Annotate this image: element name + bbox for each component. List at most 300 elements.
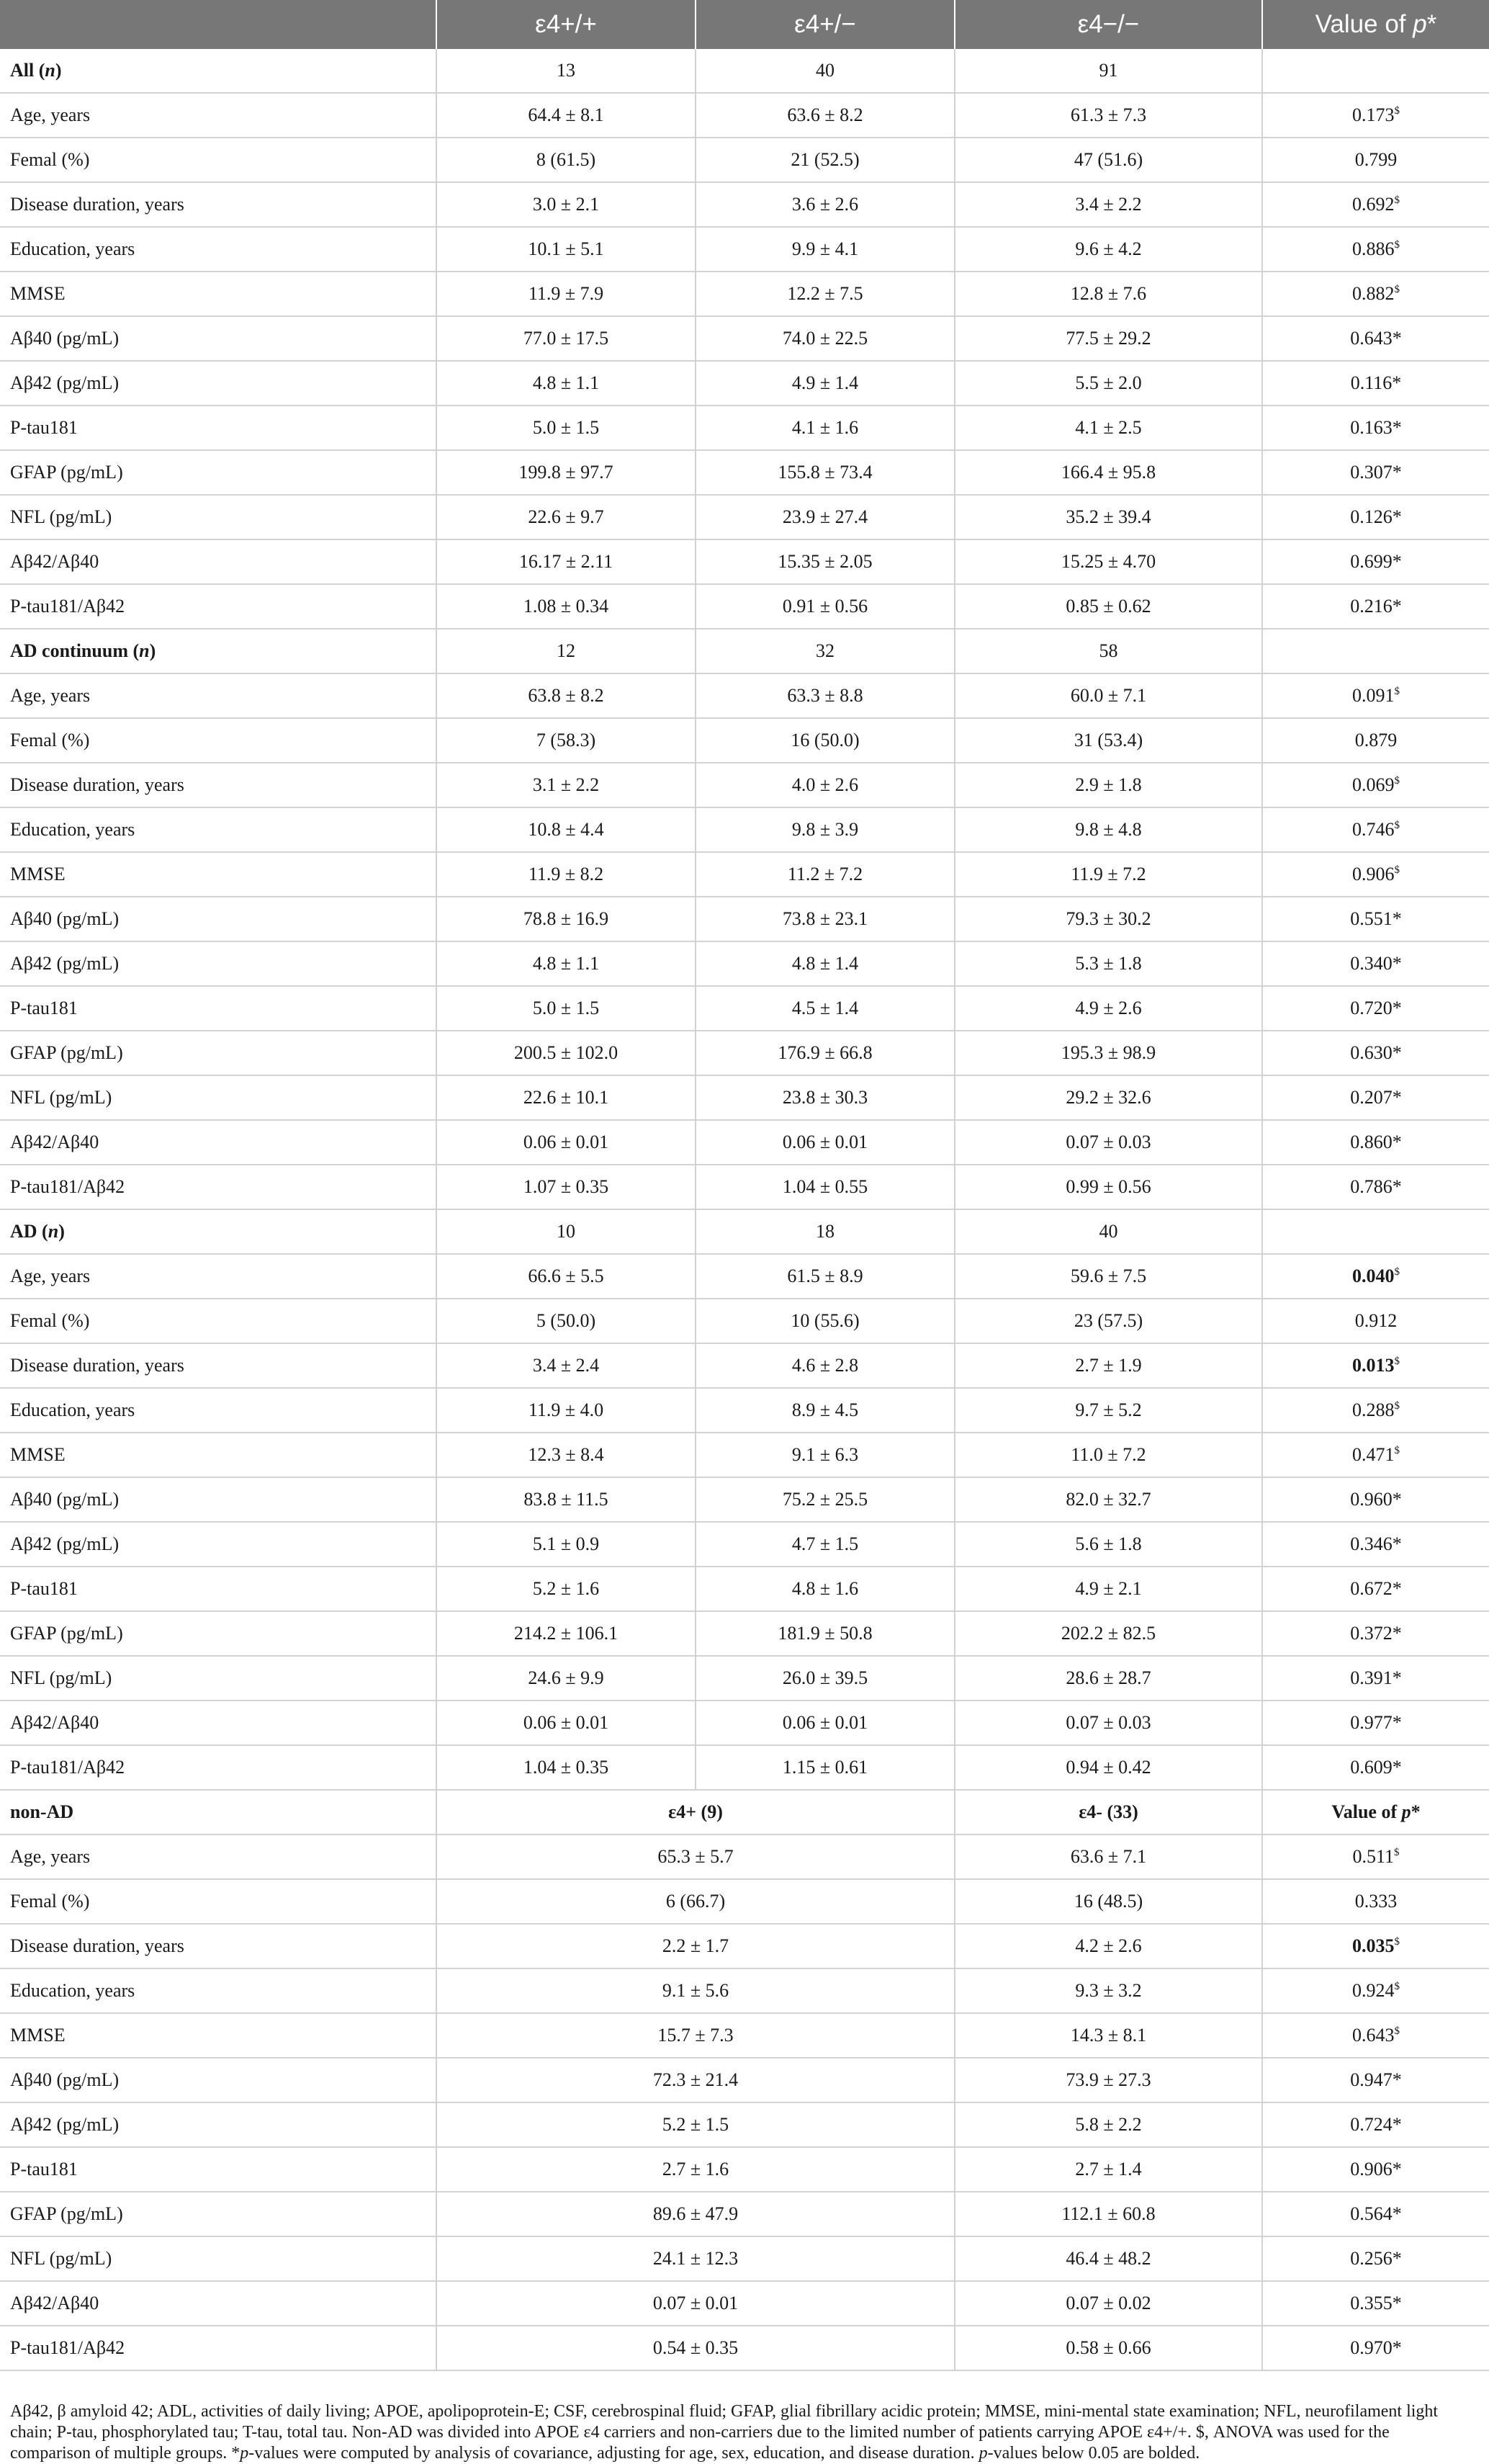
p-value: 0.564* — [1350, 2203, 1402, 2224]
value-e4-noncarrier: 2.7 ± 1.4 — [955, 2147, 1262, 2192]
p-value: 0.860* — [1350, 1132, 1402, 1152]
value-e4-noncarrier: 9.3 ± 3.2 — [955, 1968, 1262, 2013]
group-count: 40 — [955, 1209, 1262, 1254]
value-e4-heterozygous: 23.8 ± 30.3 — [696, 1075, 955, 1120]
anova-mark: $ — [1394, 1847, 1400, 1858]
value-e4-noncarrier: 46.4 ± 48.2 — [955, 2236, 1262, 2281]
row-label: MMSE — [0, 852, 436, 897]
row-label: Aβ42 (pg/mL) — [0, 361, 436, 406]
p-value-cell — [1262, 2281, 1489, 2326]
p-value-cell — [1262, 673, 1489, 718]
value-e4-carrier: 5.2 ± 1.5 — [436, 2102, 955, 2147]
row-label: Aβ40 (pg/mL) — [0, 316, 436, 361]
row-label: Femal (%) — [0, 138, 436, 182]
value-e4-heterozygous: 63.3 ± 8.8 — [696, 673, 955, 718]
table-row — [0, 1522, 1489, 1567]
anova-mark: $ — [1394, 1981, 1400, 1992]
value-e4-noncarrier: 61.3 ± 7.3 — [955, 93, 1262, 138]
value-e4-noncarrier: 202.2 ± 82.5 — [955, 1611, 1262, 1656]
value-e4-homozygous: 214.2 ± 106.1 — [436, 1611, 696, 1656]
value-e4-heterozygous: 4.7 ± 1.5 — [696, 1522, 955, 1567]
table-row — [0, 1254, 1489, 1299]
p-value-cell — [1262, 941, 1489, 986]
table-row — [0, 2102, 1489, 2147]
value-e4-heterozygous: 8.9 ± 4.5 — [696, 1388, 955, 1433]
p-value: 0.906* — [1350, 2159, 1402, 2179]
row-label: Femal (%) — [0, 1879, 436, 1924]
group-header-row — [0, 1209, 1489, 1254]
p-value-cell — [1262, 1656, 1489, 1701]
group-title: All (n) — [0, 49, 436, 93]
value-e4-homozygous: 4.8 ± 1.1 — [436, 941, 696, 986]
row-label: P-tau181/Aβ42 — [0, 1745, 436, 1790]
nonad-p-header: Value of p* — [1262, 1790, 1489, 1834]
p-value-cell — [1262, 182, 1489, 227]
header-p-value: Value of p* — [1262, 0, 1489, 49]
table-row — [0, 1701, 1489, 1745]
value-e4-heterozygous: 0.06 ± 0.01 — [696, 1120, 955, 1165]
value-e4-noncarrier: 112.1 ± 60.8 — [955, 2192, 1262, 2236]
value-e4-noncarrier: 4.9 ± 2.1 — [955, 1567, 1262, 1611]
nonad-carrier-header: ε4+ (9) — [436, 1790, 955, 1834]
value-e4-noncarrier: 5.6 ± 1.8 — [955, 1522, 1262, 1567]
group-title: AD continuum (n) — [0, 629, 436, 673]
value-e4-heterozygous: 0.91 ± 0.56 — [696, 584, 955, 629]
value-e4-homozygous: 5.0 ± 1.5 — [436, 406, 696, 450]
p-value: 0.882 — [1352, 283, 1395, 304]
value-e4-noncarrier: 5.3 ± 1.8 — [955, 941, 1262, 986]
value-e4-carrier: 6 (66.7) — [436, 1879, 955, 1924]
row-label: Aβ40 (pg/mL) — [0, 1477, 436, 1522]
header-e4-homozygous: ε4+/+ — [436, 0, 696, 49]
table-row — [0, 227, 1489, 272]
value-e4-homozygous: 11.9 ± 7.9 — [436, 272, 696, 316]
value-e4-noncarrier: 0.58 ± 0.66 — [955, 2326, 1262, 2370]
anova-mark: $ — [1394, 2025, 1400, 2037]
p-value-cell — [1262, 2013, 1489, 2058]
value-e4-noncarrier: 0.07 ± 0.03 — [955, 1120, 1262, 1165]
p-value: 0.040 — [1352, 1265, 1395, 1286]
value-e4-homozygous: 1.04 ± 0.35 — [436, 1745, 696, 1790]
value-e4-noncarrier: 73.9 ± 27.3 — [955, 2058, 1262, 2102]
p-value: 0.947* — [1350, 2069, 1402, 2090]
group-p-blank — [1262, 629, 1489, 673]
table-row — [0, 807, 1489, 852]
p-value: 0.216* — [1350, 596, 1402, 617]
row-label: Femal (%) — [0, 1299, 436, 1343]
anova-mark: $ — [1394, 775, 1400, 787]
value-e4-noncarrier: 3.4 ± 2.2 — [955, 182, 1262, 227]
value-e4-noncarrier: 0.07 ± 0.02 — [955, 2281, 1262, 2326]
row-label: GFAP (pg/mL) — [0, 450, 436, 495]
value-e4-heterozygous: 4.6 ± 2.8 — [696, 1343, 955, 1388]
value-e4-homozygous: 8 (61.5) — [436, 138, 696, 182]
row-label: Age, years — [0, 1254, 436, 1299]
value-e4-noncarrier: 77.5 ± 29.2 — [955, 316, 1262, 361]
row-label: Aβ42/Aβ40 — [0, 2281, 436, 2326]
value-e4-noncarrier: 15.25 ± 4.70 — [955, 539, 1262, 584]
p-value: 0.163* — [1350, 417, 1402, 438]
value-e4-heterozygous: 181.9 ± 50.8 — [696, 1611, 955, 1656]
value-e4-heterozygous: 4.5 ± 1.4 — [696, 986, 955, 1031]
p-value: 0.340* — [1350, 953, 1402, 974]
p-value: 0.069 — [1352, 774, 1395, 795]
group-header-row — [0, 49, 1489, 93]
row-label: P-tau181/Aβ42 — [0, 2326, 436, 2370]
p-value-cell — [1262, 584, 1489, 629]
value-e4-homozygous: 3.1 ± 2.2 — [436, 763, 696, 807]
table-row — [0, 986, 1489, 1031]
value-e4-homozygous: 3.0 ± 2.1 — [436, 182, 696, 227]
table-row — [0, 2192, 1489, 2236]
value-e4-noncarrier: 2.7 ± 1.9 — [955, 1343, 1262, 1388]
table-row — [0, 673, 1489, 718]
table-row — [0, 1968, 1489, 2013]
row-label: P-tau181 — [0, 406, 436, 450]
p-value-cell — [1262, 406, 1489, 450]
group-count: 10 — [436, 1209, 696, 1254]
row-label: P-tau181 — [0, 986, 436, 1031]
row-label: Aβ40 (pg/mL) — [0, 897, 436, 941]
p-value: 0.372* — [1350, 1623, 1402, 1644]
group-count: 12 — [436, 629, 696, 673]
value-e4-carrier: 0.07 ± 0.01 — [436, 2281, 955, 2326]
value-e4-noncarrier: 166.4 ± 95.8 — [955, 450, 1262, 495]
value-e4-heterozygous: 15.35 ± 2.05 — [696, 539, 955, 584]
p-value-cell — [1262, 450, 1489, 495]
p-value-cell — [1262, 1165, 1489, 1209]
p-value-cell — [1262, 1968, 1489, 2013]
p-value-cell — [1262, 718, 1489, 763]
table-row — [0, 2326, 1489, 2370]
p-value: 0.551* — [1350, 908, 1402, 929]
row-label: Aβ42 (pg/mL) — [0, 1522, 436, 1567]
value-e4-noncarrier: 82.0 ± 32.7 — [955, 1477, 1262, 1522]
row-label: Aβ42/Aβ40 — [0, 1701, 436, 1745]
table-row — [0, 941, 1489, 986]
value-e4-noncarrier: 35.2 ± 39.4 — [955, 495, 1262, 539]
value-e4-homozygous: 12.3 ± 8.4 — [436, 1433, 696, 1477]
p-value: 0.724* — [1350, 2114, 1402, 2135]
table-body — [0, 49, 1489, 2370]
value-e4-heterozygous: 155.8 ± 73.4 — [696, 450, 955, 495]
nonad-noncarrier-header: ε4- (33) — [955, 1790, 1262, 1834]
p-value: 0.256* — [1350, 2248, 1402, 2269]
group-title: AD (n) — [0, 1209, 436, 1254]
header-e4-noncarrier: ε4−/− — [955, 0, 1262, 49]
table-row — [0, 1611, 1489, 1656]
p-value-cell — [1262, 807, 1489, 852]
value-e4-homozygous: 199.8 ± 97.7 — [436, 450, 696, 495]
group-count: 91 — [955, 49, 1262, 93]
group-p-blank — [1262, 49, 1489, 93]
value-e4-homozygous: 22.6 ± 10.1 — [436, 1075, 696, 1120]
value-e4-noncarrier: 47 (51.6) — [955, 138, 1262, 182]
value-e4-homozygous: 22.6 ± 9.7 — [436, 495, 696, 539]
row-label: Aβ42 (pg/mL) — [0, 941, 436, 986]
p-value-cell — [1262, 93, 1489, 138]
row-label: NFL (pg/mL) — [0, 495, 436, 539]
p-value-cell — [1262, 272, 1489, 316]
value-e4-homozygous: 16.17 ± 2.11 — [436, 539, 696, 584]
value-e4-noncarrier: 29.2 ± 32.6 — [955, 1075, 1262, 1120]
table-row — [0, 2058, 1489, 2102]
value-e4-noncarrier: 0.99 ± 0.56 — [955, 1165, 1262, 1209]
value-e4-noncarrier: 0.94 ± 0.42 — [955, 1745, 1262, 1790]
value-e4-heterozygous: 12.2 ± 7.5 — [696, 272, 955, 316]
row-label: Disease duration, years — [0, 1924, 436, 1968]
row-label: MMSE — [0, 2013, 436, 2058]
p-value-cell — [1262, 227, 1489, 272]
anova-mark: $ — [1394, 194, 1400, 206]
value-e4-heterozygous: 4.8 ± 1.4 — [696, 941, 955, 986]
nonad-title: non-AD — [0, 1790, 436, 1834]
value-e4-carrier: 72.3 ± 21.4 — [436, 2058, 955, 2102]
p-value: 0.886 — [1352, 238, 1395, 259]
value-e4-heterozygous: 74.0 ± 22.5 — [696, 316, 955, 361]
p-value: 0.346* — [1350, 1533, 1402, 1554]
value-e4-heterozygous: 3.6 ± 2.6 — [696, 182, 955, 227]
value-e4-noncarrier: 14.3 ± 8.1 — [955, 2013, 1262, 2058]
p-value: 0.643* — [1350, 328, 1402, 349]
table-row — [0, 316, 1489, 361]
value-e4-heterozygous: 4.0 ± 2.6 — [696, 763, 955, 807]
table-row — [0, 1879, 1489, 1924]
value-e4-homozygous: 3.4 ± 2.4 — [436, 1343, 696, 1388]
value-e4-noncarrier: 12.8 ± 7.6 — [955, 272, 1262, 316]
p-value-cell — [1262, 1031, 1489, 1075]
anova-mark: $ — [1394, 284, 1400, 295]
table-row — [0, 2236, 1489, 2281]
row-label: GFAP (pg/mL) — [0, 2192, 436, 2236]
anova-mark: $ — [1394, 820, 1400, 831]
value-e4-heterozygous: 26.0 ± 39.5 — [696, 1656, 955, 1701]
row-label: NFL (pg/mL) — [0, 2236, 436, 2281]
value-e4-homozygous: 4.8 ± 1.1 — [436, 361, 696, 406]
p-value: 0.977* — [1350, 1712, 1402, 1733]
p-value-cell — [1262, 1433, 1489, 1477]
value-e4-noncarrier: 0.85 ± 0.62 — [955, 584, 1262, 629]
group-count: 13 — [436, 49, 696, 93]
table-row — [0, 495, 1489, 539]
p-value: 0.355* — [1350, 2293, 1402, 2313]
table-row — [0, 1031, 1489, 1075]
p-value: 0.391* — [1350, 1667, 1402, 1688]
p-value: 0.013 — [1352, 1355, 1395, 1376]
row-label: Education, years — [0, 227, 436, 272]
p-value-cell — [1262, 852, 1489, 897]
value-e4-homozygous: 5.2 ± 1.6 — [436, 1567, 696, 1611]
value-e4-noncarrier: 9.8 ± 4.8 — [955, 807, 1262, 852]
row-label: Education, years — [0, 1388, 436, 1433]
value-e4-noncarrier: 4.9 ± 2.6 — [955, 986, 1262, 1031]
table-row — [0, 1120, 1489, 1165]
p-value: 0.307* — [1350, 462, 1402, 483]
value-e4-homozygous: 10.8 ± 4.4 — [436, 807, 696, 852]
p-value: 0.035 — [1352, 1935, 1395, 1956]
row-label: Disease duration, years — [0, 763, 436, 807]
anova-mark: $ — [1394, 239, 1400, 251]
table-row — [0, 138, 1489, 182]
value-e4-noncarrier: 79.3 ± 30.2 — [955, 897, 1262, 941]
p-value: 0.746 — [1352, 819, 1395, 840]
table-row — [0, 406, 1489, 450]
p-value-cell — [1262, 1879, 1489, 1924]
row-label: Disease duration, years — [0, 182, 436, 227]
value-e4-heterozygous: 23.9 ± 27.4 — [696, 495, 955, 539]
value-e4-homozygous: 5 (50.0) — [436, 1299, 696, 1343]
row-label: Age, years — [0, 93, 436, 138]
value-e4-homozygous: 63.8 ± 8.2 — [436, 673, 696, 718]
value-e4-carrier: 2.2 ± 1.7 — [436, 1924, 955, 1968]
value-e4-heterozygous: 176.9 ± 66.8 — [696, 1031, 955, 1075]
table-row — [0, 2147, 1489, 2192]
p-value-cell — [1262, 986, 1489, 1031]
p-value-cell — [1262, 1388, 1489, 1433]
value-e4-heterozygous: 63.6 ± 8.2 — [696, 93, 955, 138]
p-value-cell — [1262, 2058, 1489, 2102]
p-value: 0.692 — [1352, 194, 1395, 215]
value-e4-homozygous: 64.4 ± 8.1 — [436, 93, 696, 138]
p-value-cell — [1262, 1120, 1489, 1165]
anova-mark: $ — [1394, 686, 1400, 697]
table-row — [0, 1388, 1489, 1433]
value-e4-heterozygous: 0.06 ± 0.01 — [696, 1701, 955, 1745]
value-e4-homozygous: 0.06 ± 0.01 — [436, 1120, 696, 1165]
value-e4-homozygous: 1.07 ± 0.35 — [436, 1165, 696, 1209]
header-blank — [0, 0, 436, 49]
value-e4-homozygous: 5.1 ± 0.9 — [436, 1522, 696, 1567]
p-value-cell — [1262, 763, 1489, 807]
value-e4-homozygous: 200.5 ± 102.0 — [436, 1031, 696, 1075]
row-label: NFL (pg/mL) — [0, 1075, 436, 1120]
p-value-cell — [1262, 1834, 1489, 1879]
value-e4-noncarrier: 5.5 ± 2.0 — [955, 361, 1262, 406]
table-row — [0, 361, 1489, 406]
p-value-cell — [1262, 1745, 1489, 1790]
anova-mark: $ — [1394, 1400, 1400, 1412]
row-label: Disease duration, years — [0, 1343, 436, 1388]
table-row — [0, 1299, 1489, 1343]
table-row — [0, 852, 1489, 897]
value-e4-noncarrier: 31 (53.4) — [955, 718, 1262, 763]
row-label: Aβ42 (pg/mL) — [0, 2102, 436, 2147]
p-value-cell — [1262, 316, 1489, 361]
value-e4-noncarrier: 23 (57.5) — [955, 1299, 1262, 1343]
p-value-cell — [1262, 1924, 1489, 1968]
p-value: 0.960* — [1350, 1489, 1402, 1510]
anova-mark: $ — [1394, 1445, 1400, 1456]
table-row — [0, 1656, 1489, 1701]
p-value-cell — [1262, 1522, 1489, 1567]
value-e4-noncarrier: 11.0 ± 7.2 — [955, 1433, 1262, 1477]
row-label: MMSE — [0, 272, 436, 316]
p-value-cell — [1262, 1075, 1489, 1120]
table-row — [0, 1567, 1489, 1611]
value-e4-heterozygous: 4.1 ± 1.6 — [696, 406, 955, 450]
p-value: 0.091 — [1352, 685, 1395, 706]
value-e4-homozygous: 11.9 ± 4.0 — [436, 1388, 696, 1433]
p-value-cell — [1262, 1567, 1489, 1611]
p-value: 0.333 — [1354, 1891, 1398, 1912]
value-e4-carrier: 2.7 ± 1.6 — [436, 2147, 955, 2192]
value-e4-noncarrier: 63.6 ± 7.1 — [955, 1834, 1262, 1879]
group-count: 32 — [696, 629, 955, 673]
p-value: 0.630* — [1350, 1042, 1402, 1063]
value-e4-homozygous: 24.6 ± 9.9 — [436, 1656, 696, 1701]
value-e4-homozygous: 7 (58.3) — [436, 718, 696, 763]
table-row — [0, 2013, 1489, 2058]
p-value: 0.471 — [1352, 1444, 1395, 1465]
p-value-cell — [1262, 1701, 1489, 1745]
p-value-cell — [1262, 361, 1489, 406]
value-e4-heterozygous: 10 (55.6) — [696, 1299, 955, 1343]
p-value-cell — [1262, 897, 1489, 941]
value-e4-carrier: 15.7 ± 7.3 — [436, 2013, 955, 2058]
p-value: 0.912 — [1354, 1310, 1398, 1331]
table-row — [0, 182, 1489, 227]
table-row — [0, 897, 1489, 941]
value-e4-noncarrier: 4.1 ± 2.5 — [955, 406, 1262, 450]
value-e4-heterozygous: 4.9 ± 1.4 — [696, 361, 955, 406]
p-value: 0.207* — [1350, 1087, 1402, 1108]
row-label: NFL (pg/mL) — [0, 1656, 436, 1701]
value-e4-homozygous: 11.9 ± 8.2 — [436, 852, 696, 897]
p-value-cell — [1262, 138, 1489, 182]
p-value-cell — [1262, 2102, 1489, 2147]
value-e4-heterozygous: 1.04 ± 0.55 — [696, 1165, 955, 1209]
p-value: 0.643 — [1352, 2025, 1395, 2046]
anova-mark: $ — [1394, 1266, 1400, 1278]
value-e4-heterozygous: 21 (52.5) — [696, 138, 955, 182]
table-row — [0, 450, 1489, 495]
row-label: P-tau181 — [0, 2147, 436, 2192]
p-value: 0.173 — [1352, 104, 1395, 125]
p-value-cell — [1262, 2236, 1489, 2281]
value-e4-heterozygous: 16 (50.0) — [696, 718, 955, 763]
value-e4-noncarrier: 59.6 ± 7.5 — [955, 1254, 1262, 1299]
value-e4-homozygous: 10.1 ± 5.1 — [436, 227, 696, 272]
table-row — [0, 2281, 1489, 2326]
row-label: P-tau181/Aβ42 — [0, 584, 436, 629]
table-row — [0, 1834, 1489, 1879]
value-e4-heterozygous: 75.2 ± 25.5 — [696, 1477, 955, 1522]
p-value-cell — [1262, 1299, 1489, 1343]
table-row — [0, 1165, 1489, 1209]
value-e4-homozygous: 1.08 ± 0.34 — [436, 584, 696, 629]
p-value-cell — [1262, 539, 1489, 584]
p-value: 0.879 — [1354, 730, 1398, 751]
value-e4-carrier: 65.3 ± 5.7 — [436, 1834, 955, 1879]
p-value: 0.126* — [1350, 506, 1402, 527]
p-value-cell — [1262, 495, 1489, 539]
value-e4-homozygous: 66.6 ± 5.5 — [436, 1254, 696, 1299]
value-e4-heterozygous: 9.9 ± 4.1 — [696, 227, 955, 272]
table-row — [0, 1433, 1489, 1477]
value-e4-heterozygous: 1.15 ± 0.61 — [696, 1745, 955, 1790]
row-label: P-tau181/Aβ42 — [0, 1165, 436, 1209]
row-label: Aβ42/Aβ40 — [0, 539, 436, 584]
header-e4-heterozygous: ε4+/− — [696, 0, 955, 49]
p-value-cell — [1262, 2326, 1489, 2370]
anova-mark: $ — [1394, 1356, 1400, 1367]
group-p-blank — [1262, 1209, 1489, 1254]
value-e4-homozygous: 0.06 ± 0.01 — [436, 1701, 696, 1745]
anova-mark: $ — [1394, 1936, 1400, 1948]
p-value: 0.924 — [1352, 1980, 1395, 2001]
p-value: 0.786* — [1350, 1176, 1402, 1197]
row-label: Aβ42/Aβ40 — [0, 1120, 436, 1165]
